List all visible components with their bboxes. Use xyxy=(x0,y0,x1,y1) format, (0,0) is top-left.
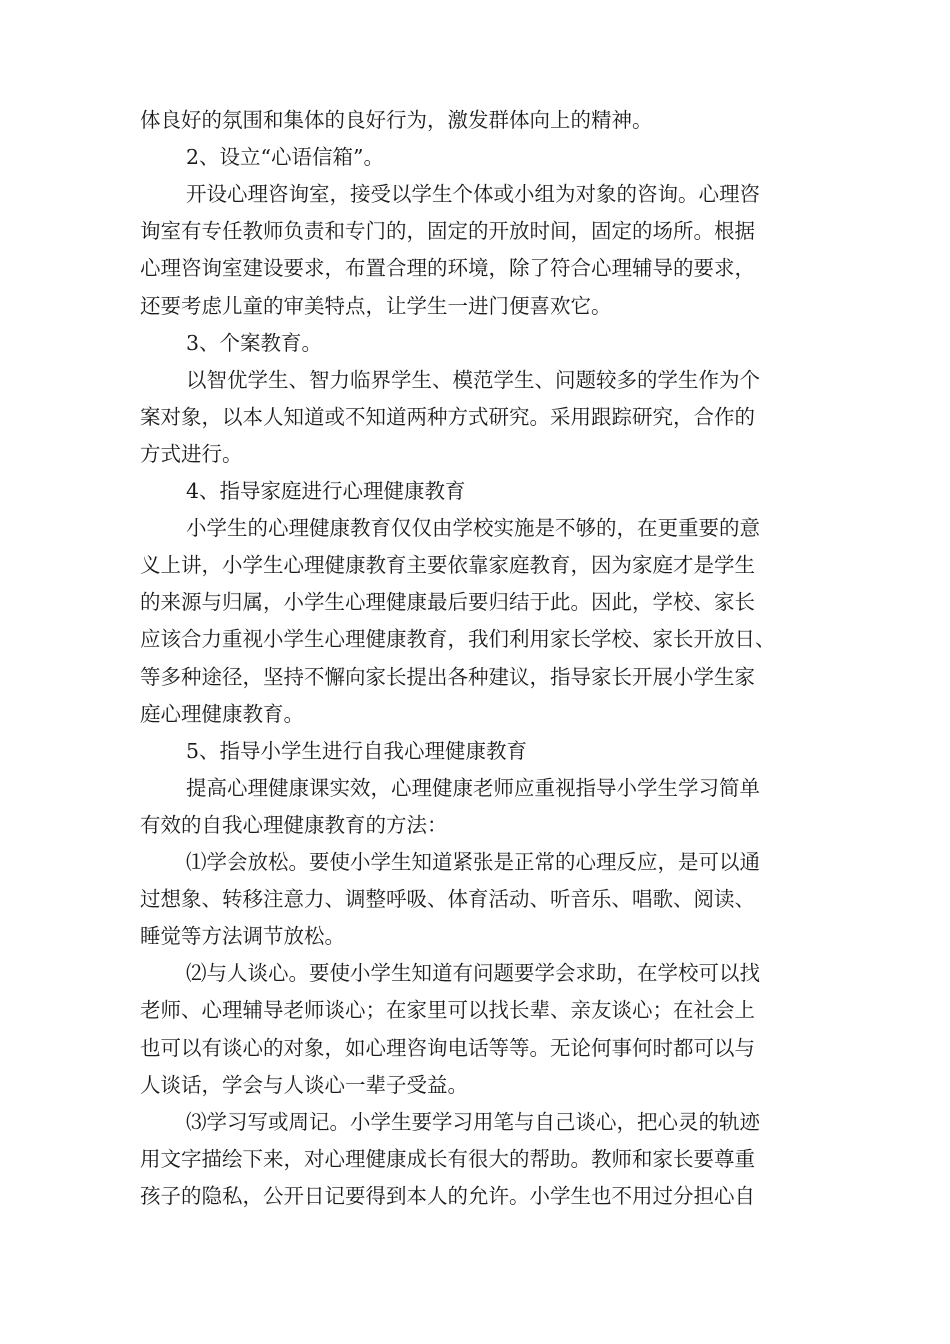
paragraph-line: 人谈话，学会与人谈心一辈子受益。 xyxy=(140,1072,468,1097)
paragraph-line: 有效的自我心理健康教育的方法： xyxy=(140,812,448,837)
paragraph-first-line: 2、设立“心语信箱”。 xyxy=(186,145,385,170)
paragraph-line: 过想象、转移注意力、调整呼吸、体育活动、听音乐、唱歌、阅读、 xyxy=(140,887,755,912)
paragraph-line: 等多种途径，坚持不懈向家长提出各种建议，指导家长开展小学生家 xyxy=(140,664,755,689)
paragraph-line: 用文字描绘下来，对心理健康成长有很大的帮助。教师和家长要尊重 xyxy=(140,1146,755,1171)
paragraph-line: 孩子的隐私，公开日记要得到本人的允许。小学生也不用过分担心自 xyxy=(140,1183,755,1208)
paragraph-first-line: 4、指导家庭进行心理健康教育 xyxy=(186,479,466,503)
paragraph-first-line: 以智优学生、智力临界学生、模范学生、问题较多的学生作为个 xyxy=(186,367,760,392)
paragraph-line: 应该合力重视小学生心理健康教育，我们利用家长学校、家长开放日、 xyxy=(140,627,776,652)
paragraph-first-line: 小学生的心理健康教育仅仅由学校实施是不够的，在更重要的意 xyxy=(186,516,760,541)
paragraph-first-line: 开设心理咨询室，接受以学生个体或小组为对象的咨询。心理咨 xyxy=(186,182,760,207)
paragraph-line: 体良好的氛围和集体的良好行为，激发群体向上的精神。 xyxy=(140,108,653,132)
paragraph-line: 的来源与归属，小学生心理健康最后要归结于此。因此，学校、家长 xyxy=(140,590,755,615)
paragraph-first-line: ⑴学会放松。要使小学生知道紧张是正常的心理反应，是可以通 xyxy=(186,850,760,874)
paragraph-line: 义上讲，小学生心理健康教育主要依靠家庭教育，因为家庭才是学生 xyxy=(140,553,755,578)
paragraph-line: 庭心理健康教育。 xyxy=(140,701,304,726)
paragraph-first-line: 提高心理健康课实效，心理健康老师应重视指导小学生学习简单 xyxy=(186,775,760,800)
paragraph-first-line: 3、个案教育。 xyxy=(186,330,323,355)
paragraph-line: 还要考虑儿童的审美特点，让学生一进门便喜欢它。 xyxy=(140,293,612,318)
paragraph-line: 心理咨询室建设要求，布置合理的环境，除了符合心理辅导的要求， xyxy=(140,256,755,281)
paragraph-line: 询室有专任教师负责和专门的，固定的开放时间，固定的场所。根据 xyxy=(140,219,755,244)
paragraph-first-line: 5、指导小学生进行自我心理健康教育 xyxy=(186,738,528,763)
paragraph-first-line: ⑶学习写或周记。小学生要学习用笔与自己谈心，把心灵的轨迹 xyxy=(186,1109,760,1134)
paragraph-line: 案对象，以本人知道或不知道两种方式研究。采用跟踪研究，合作的 xyxy=(140,404,755,429)
paragraph-line: 睡觉等方法调节放松。 xyxy=(140,924,345,949)
paragraph-first-line: ⑵与人谈心。要使小学生知道有问题要学会求助，在学校可以找 xyxy=(186,961,760,986)
paragraph-line: 也可以有谈心的对象，如心理咨询电话等等。无论何事何时都可以与 xyxy=(140,1035,755,1060)
paragraph-line: 方式进行。 xyxy=(140,441,243,466)
paragraph-line: 老师、心理辅导老师谈心；在家里可以找长辈、亲友谈心；在社会上 xyxy=(140,998,755,1023)
